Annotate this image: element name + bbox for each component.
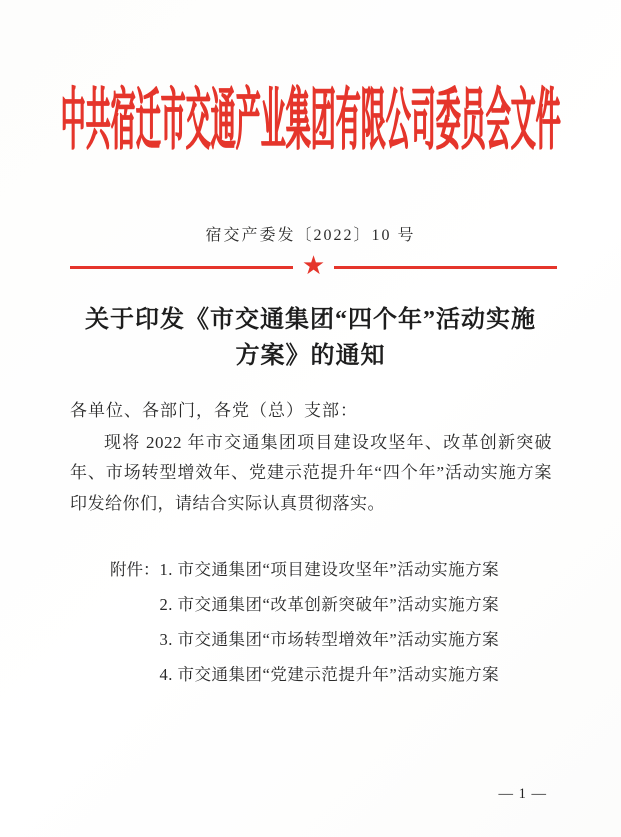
- attachments-label: 附件：: [110, 560, 160, 579]
- document-title: [0, 302, 621, 374]
- salutation: 各单位、各部门，各党（总）支部：: [70, 401, 358, 420]
- attachments-block: [110, 552, 499, 692]
- red-letterhead: [0, 86, 621, 159]
- document-title-line-1: 关于印发《市交通集团“四个年”活动实施: [85, 307, 536, 333]
- letterhead-title: 中共宿迁市交通产业集团有限公司委员会文件: [60, 86, 561, 159]
- attachment-item-2: 2. 市交通集团“改革创新突破年”活动实施方案: [159, 595, 500, 614]
- body-paragraph: 现将 2022 年市交通集团项目建设攻坚年、改革创新突破年、市场转型增效年、党建示范提升年“四个年”活动实施方案印发给你们，请结合实际认真贯彻落实。: [70, 432, 552, 513]
- document-body: [70, 396, 552, 519]
- attachments-list: [160, 552, 500, 692]
- star-icon: ★: [301, 250, 326, 280]
- document-number: 宿交产委发〔2022〕10 号: [205, 227, 416, 244]
- red-divider: [70, 250, 557, 280]
- attachment-item-1: 1. 市交通集团“项目建设攻坚年”活动实施方案: [159, 560, 500, 579]
- divider-line-left: [70, 266, 293, 269]
- page-number: — 1 —: [498, 786, 547, 802]
- divider-line-right: [334, 266, 557, 269]
- attachment-item-3: 3. 市交通集团“市场转型增效年”活动实施方案: [159, 630, 500, 649]
- document-title-line-2: 方案》的通知: [235, 343, 386, 369]
- attachment-item-4: 4. 市交通集团“党建示范提升年”活动实施方案: [159, 665, 500, 684]
